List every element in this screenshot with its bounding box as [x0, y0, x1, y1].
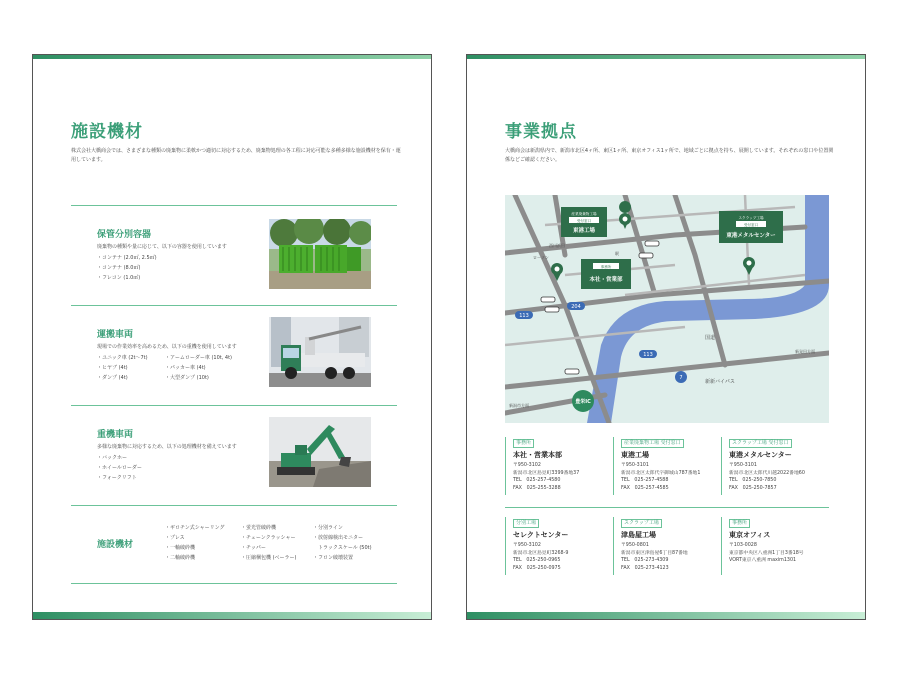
list-item: ・チェーンクラッシャー: [241, 535, 296, 541]
location-card: [613, 517, 715, 577]
location-name: 本社・営業本部: [513, 451, 562, 459]
location-tag: 事務所: [729, 519, 750, 528]
marker-name-label: 東港メタルセンター: [726, 233, 776, 239]
road-7-label: 7: [679, 375, 683, 381]
machinery-list: [97, 453, 142, 483]
facilities-page: [32, 54, 432, 620]
address: 新潟市北区島見町3399番地37: [513, 470, 580, 476]
divider: [71, 583, 397, 584]
list-item: ・分別ライン: [313, 525, 343, 531]
vehicle-list-col2: [165, 353, 232, 383]
grid-divider: [505, 507, 829, 508]
list-item: ・チッパー: [241, 545, 266, 551]
list-item: ・フォークリフト: [97, 475, 137, 481]
excavator-photo: [269, 417, 371, 487]
location-name: 東京オフィス: [729, 531, 771, 539]
location-tag: スクラップ工場: [621, 519, 662, 528]
location-tag: 産業廃棄物工場 受付窓口: [621, 439, 684, 448]
location-info: [621, 542, 688, 572]
direction-label: 新発田方面: [795, 349, 815, 354]
location-card: [505, 437, 607, 497]
top-accent-bar: [33, 55, 431, 59]
location-card: [613, 437, 715, 497]
page-intro: 株式会社大橋商会では、さまざまな種類の廃棄物に柔軟かつ適切に対応するため、廃棄物処理の各工程に対応可能な多種多様な施設機材を保有・運用しています。: [71, 148, 401, 163]
bottom-accent-bar: [33, 612, 431, 619]
list-item: ・ホイールローダー: [97, 465, 142, 471]
list-item: ・ヒヤブ (4t): [97, 365, 128, 371]
marker-name-label: 本社・営業部: [589, 277, 623, 283]
list-item: ・蛍光管破砕機: [241, 525, 277, 531]
road-113-label: 113: [519, 313, 529, 319]
location-card: [721, 437, 823, 497]
list-item: ・大型ダンプ (10t): [165, 375, 209, 381]
card-border: [505, 517, 506, 575]
location-name: 東港メタルセンター: [729, 451, 792, 459]
postal-code: 〒103-0028: [729, 543, 757, 548]
section-title-heavy-machinery: 重機車両: [97, 430, 134, 440]
fax: FAX 025-255-3288: [513, 485, 561, 491]
section-desc-heavy-machinery: 多様な廃棄物に対応するため、以下の処理機材を備えています: [97, 444, 237, 450]
marker-name-label: 東港工場: [572, 228, 596, 234]
phone: TEL 025-250-7850: [729, 478, 777, 483]
list-item: ・二軸破砕機: [165, 555, 196, 561]
fax: FAX 025-257-4585: [621, 485, 669, 491]
section-title-containers: 保管分別容器: [97, 230, 152, 240]
address: 新潟市北区太郎代川越2022番地60: [729, 470, 805, 476]
address: 東京都中央区八重洲1丁目3番18号: [729, 550, 804, 556]
containers-photo: [269, 219, 371, 289]
card-border: [505, 437, 506, 495]
vehicle-list-col1: [97, 353, 148, 383]
location-name: セレクトセンター: [513, 531, 569, 539]
equipment-col3: [313, 523, 372, 563]
card-border: [613, 437, 614, 495]
section-title-equipment: 施設機材: [97, 540, 134, 550]
container-list: [97, 253, 157, 283]
truck-photo: [269, 317, 371, 387]
marker-desk-label: 受付窓口: [743, 223, 759, 227]
list-item: トラックスケール (50t): [313, 545, 372, 551]
list-item: ・コンテナ (2.0㎥, 2.5㎥): [97, 255, 157, 261]
marker-sub-label: スクラップ工場: [738, 216, 764, 220]
bottom-accent-bar: [467, 612, 865, 619]
page-title: 事業拠点: [505, 122, 577, 142]
place-label: 駅: [615, 251, 619, 256]
card-border: [721, 437, 722, 495]
location-info: [729, 462, 805, 492]
section-desc-vehicles: 現場での作業効率を高めるため、以下の重機を使用しています: [97, 344, 237, 350]
postal-code: 〒950-0801: [621, 543, 649, 548]
location-card: [721, 517, 823, 577]
list-item: ・ダンプ (4t): [97, 375, 128, 381]
list-item: ・フレコン (1.0㎥): [97, 275, 141, 281]
place-label: ローソン: [533, 255, 549, 260]
list-item: ・バックホー: [97, 455, 128, 461]
road-113-label: 113: [643, 352, 653, 358]
address: 新潟市北区島見町3268-9: [513, 550, 569, 556]
location-info: [621, 462, 700, 492]
phone: TEL 025-257-4588: [621, 478, 669, 483]
card-border: [613, 517, 614, 575]
postal-code: 〒950-3101: [729, 463, 757, 468]
location-info: [513, 542, 568, 572]
postal-code: 〒950-3101: [621, 463, 649, 468]
location-tag: スクラップ工場 受付窓口: [729, 439, 792, 448]
list-item: ・放射線検出モニター: [313, 535, 364, 541]
address: 新潟市東区津島屋6丁目87番地: [621, 550, 688, 556]
marker-sub-label: 産業廃棄物工場: [571, 212, 597, 216]
location-card: [505, 517, 607, 577]
address: 新潟市北区太郎代字御城山787番地1: [621, 470, 701, 476]
marker-desk-label: 事務所: [600, 265, 612, 269]
phone: TEL 025-250-0965: [513, 558, 561, 563]
list-item: ・ユニック車 (2t〜7t): [97, 355, 148, 361]
list-item: ・一軸破砕機: [165, 545, 196, 551]
top-accent-bar: [467, 55, 865, 59]
place-label: 西川浜田: [549, 243, 565, 248]
road-204-label: 204: [571, 304, 581, 310]
phone: TEL 025-257-4580: [513, 478, 561, 483]
section-title-vehicles: 運搬車両: [97, 330, 134, 340]
list-item: ・ギロチン式シャーリング: [165, 525, 225, 531]
list-item: ・コンテナ (8.0㎥): [97, 265, 141, 271]
direction-label: 新潟市方面: [509, 403, 529, 408]
address-building: VORT東京八重洲 maxim1301: [729, 558, 797, 563]
location-name: 津島屋工場: [621, 531, 656, 539]
equipment-col2: [241, 523, 297, 563]
postal-code: 〒950-3102: [513, 463, 541, 468]
location-info: [729, 542, 804, 565]
road-name-label: 国道: [705, 335, 716, 341]
postal-code: 〒950-3102: [513, 543, 541, 548]
marker-desk-label: 受付窓口: [576, 219, 592, 223]
card-border: [721, 517, 722, 575]
list-item: ・プレス: [165, 535, 185, 541]
fax: FAX 025-250-7857: [729, 485, 777, 491]
list-item: ・アームローダー車 (10t, 4t): [165, 355, 232, 361]
location-tag: 事務所: [513, 439, 534, 448]
list-item: ・圧縮梱包機 (ベーラー): [241, 555, 297, 561]
ic-label: 豊栄IC: [575, 399, 591, 405]
list-item: ・パッカー車 (4t): [165, 365, 206, 371]
divider: [71, 405, 397, 406]
locations-page: [466, 54, 866, 620]
divider: [71, 505, 397, 506]
bypass-label: 新新バイパス: [705, 379, 735, 385]
location-name: 東港工場: [621, 451, 649, 459]
location-tag: 分別工場: [513, 519, 539, 528]
phone: TEL 025-273-4309: [621, 558, 669, 563]
section-desc-containers: 廃棄物の種類や量に応じて、以下の容器を使用しています: [97, 244, 227, 250]
location-map: [505, 195, 829, 423]
divider: [71, 305, 397, 306]
page-title: 施設機材: [71, 122, 143, 142]
fax: FAX 025-250-0975: [513, 565, 561, 571]
divider: [71, 205, 397, 206]
page-intro: 大橋商会は新潟県内で、新潟市北区4ヶ所、東区1ヶ所、東京オフィス1ヶ所で、地域ごとに拠点を持ち、展開しています。それぞれの窓口や位置関係などご確認ください。: [505, 148, 834, 163]
equipment-col1: [165, 523, 225, 563]
fax: FAX 025-273-4123: [621, 565, 669, 571]
list-item: ・フロン破壊装置: [313, 555, 354, 561]
location-info: [513, 462, 579, 492]
